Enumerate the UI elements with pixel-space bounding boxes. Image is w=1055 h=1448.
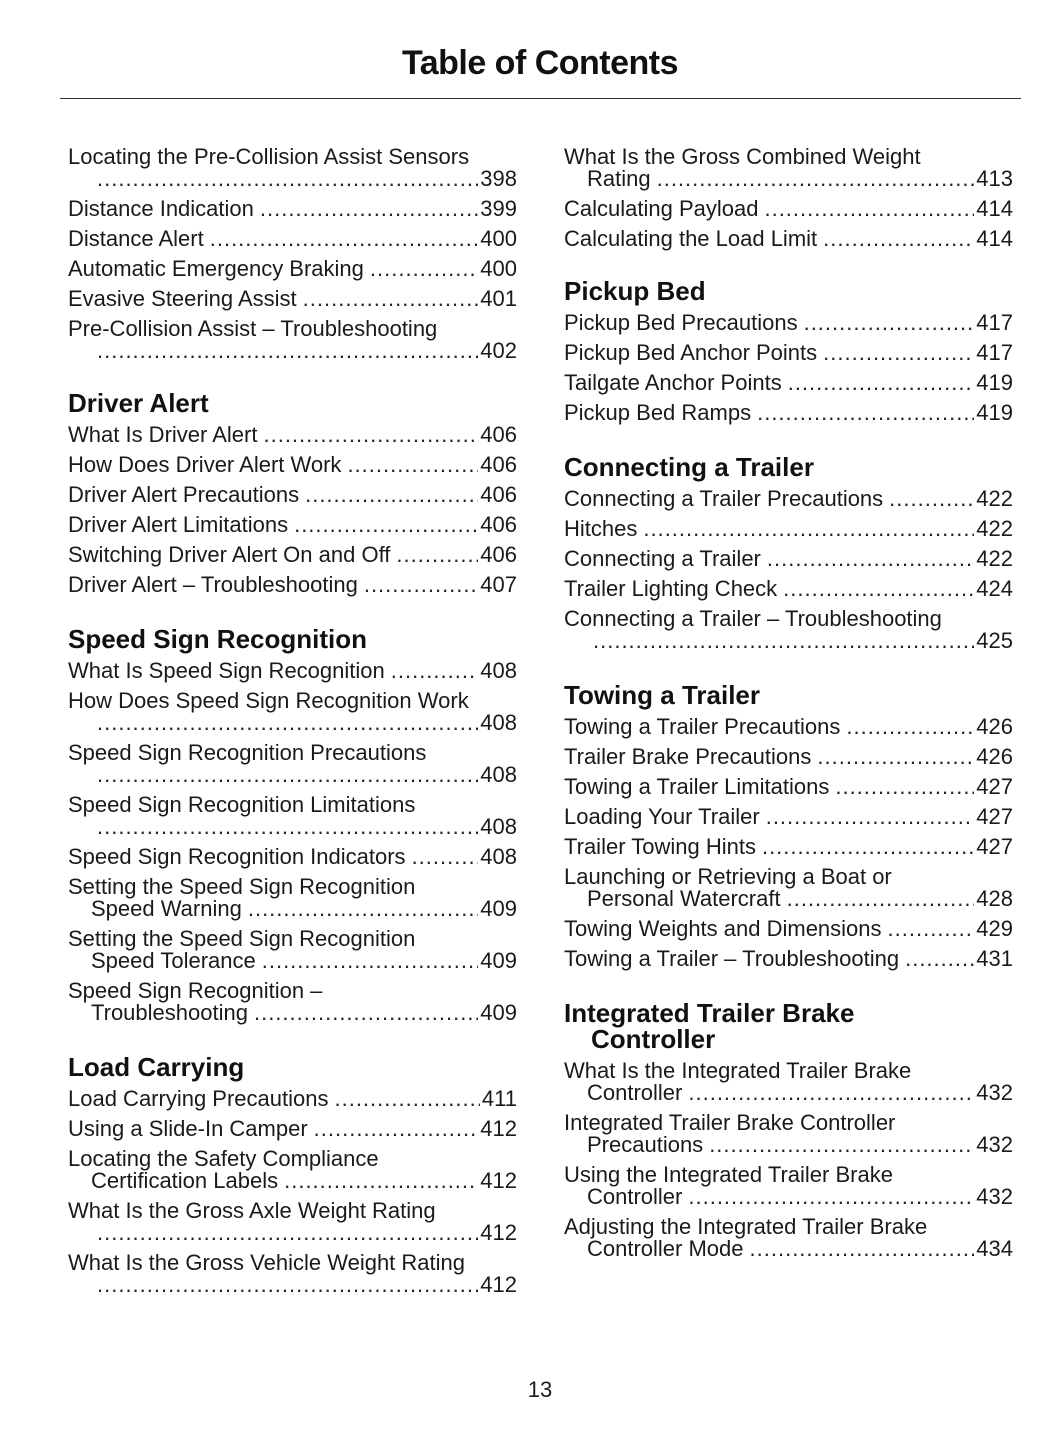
toc-entry-title: Using the Integrated Trailer Brake <box>564 1162 893 1187</box>
toc-entry-title: Loading Your Trailer <box>564 804 760 829</box>
leader-dots <box>643 518 974 540</box>
toc-entry-page: 434 <box>976 1236 1013 1261</box>
toc-entry-title-continued: Precautions <box>587 1132 704 1157</box>
toc-entry-title: Adjusting the Integrated Trailer Brake <box>564 1214 928 1239</box>
toc-entry[interactable] <box>564 198 1013 220</box>
toc-entry-page: 408 <box>480 658 517 683</box>
toc-entry-title: Pre-Collision Assist – Troubleshooting <box>68 316 438 341</box>
toc-entry-page: 408 <box>480 762 517 787</box>
section-heading-line-continued: Controller <box>591 1024 716 1054</box>
toc-entry-page: 432 <box>976 1132 1013 1157</box>
leader-dots <box>767 548 974 570</box>
section-heading-line: Integrated Trailer Brake <box>564 998 855 1028</box>
toc-entry-title: Connecting a Trailer Precautions <box>564 486 884 511</box>
toc-entry-title: Load Carrying Precautions <box>68 1086 329 1111</box>
toc-entry[interactable] <box>564 312 1013 334</box>
toc-entry-title: Setting the Speed Sign Recognition <box>68 874 416 899</box>
toc-entry[interactable] <box>564 146 1013 190</box>
toc-entry-title: Distance Indication <box>68 196 254 221</box>
toc-entry[interactable] <box>68 1200 517 1244</box>
toc-entry-page: 413 <box>976 166 1013 191</box>
toc-entry-title: What Is the Gross Axle Weight Rating <box>68 1198 436 1223</box>
toc-section-load-carrying <box>68 1054 517 1296</box>
leader-dots <box>783 578 974 600</box>
section-heading: Pickup Bed <box>564 276 706 306</box>
toc-entry[interactable] <box>68 660 517 682</box>
toc-entry-title: Towing a Trailer Precautions <box>564 714 841 739</box>
leader-dots <box>97 712 478 734</box>
toc-entry[interactable] <box>68 1252 517 1296</box>
toc-entry-page: 426 <box>976 744 1013 769</box>
toc-section-pre-collision <box>68 146 517 362</box>
leader-dots <box>262 950 479 972</box>
toc-entry[interactable] <box>564 342 1013 364</box>
toc-entry-title: Pickup Bed Ramps <box>564 400 752 425</box>
toc-entry[interactable] <box>564 372 1013 394</box>
toc-entry-title: Setting the Speed Sign Recognition <box>68 926 416 951</box>
toc-entry-page: 419 <box>976 370 1013 395</box>
leader-dots <box>347 454 478 476</box>
leader-dots <box>334 1088 479 1110</box>
toc-entry-page: 411 <box>481 1086 517 1111</box>
toc-entry-page: 406 <box>480 422 517 447</box>
toc-entry-title-continued: Controller Mode <box>587 1236 744 1261</box>
toc-entry[interactable] <box>68 258 517 280</box>
leader-dots <box>835 776 974 798</box>
toc-entry-page: 400 <box>480 256 517 281</box>
leader-dots <box>97 340 478 362</box>
toc-entry-title-continued: Controller <box>587 1080 683 1105</box>
leader-dots <box>817 746 974 768</box>
leader-dots <box>97 816 478 838</box>
leader-dots <box>305 484 478 506</box>
toc-entry-title: Speed Sign Recognition Limitations <box>68 792 416 817</box>
leader-dots <box>370 258 478 280</box>
leader-dots <box>750 1238 975 1260</box>
toc-entry-title: Integrated Trailer Brake Controller <box>564 1110 896 1135</box>
toc-section-driver-alert <box>68 390 517 596</box>
toc-entry[interactable] <box>564 402 1013 424</box>
section-heading: Connecting a Trailer <box>564 452 814 482</box>
toc-entry[interactable] <box>68 690 517 734</box>
toc-entry-page: 406 <box>480 482 517 507</box>
toc-entry[interactable] <box>564 518 1013 540</box>
toc-entry-title-continued: Rating <box>587 166 651 191</box>
toc-entry[interactable] <box>564 228 1013 250</box>
leader-dots <box>364 574 478 596</box>
section-heading: Driver Alert <box>68 388 209 418</box>
toc-entry-title: Connecting a Trailer <box>564 546 761 571</box>
toc-entry[interactable] <box>564 836 1013 858</box>
toc-entry[interactable] <box>68 288 517 310</box>
toc-entry-page: 399 <box>480 196 517 221</box>
toc-entry-page: 412 <box>480 1116 517 1141</box>
toc-entry[interactable] <box>564 488 1013 510</box>
toc-entry-title: Using a Slide-In Camper <box>68 1116 308 1141</box>
toc-entry-title: Switching Driver Alert On and Off <box>68 542 391 567</box>
toc-entry-page: 427 <box>976 804 1013 829</box>
leader-dots <box>688 1082 974 1104</box>
toc-entry[interactable] <box>68 928 517 972</box>
toc-entry-title: Pickup Bed Anchor Points <box>564 340 818 365</box>
leader-dots <box>823 342 974 364</box>
toc-entry[interactable] <box>68 574 517 596</box>
leader-dots <box>657 168 975 190</box>
toc-section-integrated-trailer-brake-controller <box>564 1000 1013 1260</box>
toc-entry-page: 422 <box>976 516 1013 541</box>
toc-entry-page: 427 <box>976 774 1013 799</box>
page-title: Table of Contents <box>401 44 679 82</box>
toc-entry-page: 422 <box>976 546 1013 571</box>
toc-entry-title: Trailer Brake Precautions <box>564 744 812 769</box>
toc-entry-title: Speed Sign Recognition Indicators <box>68 844 406 869</box>
toc-entry[interactable] <box>68 876 517 920</box>
toc-entry-title-continued: Certification Labels <box>91 1168 279 1193</box>
toc-entry-title: Driver Alert – Troubleshooting <box>68 572 358 597</box>
toc-entry[interactable] <box>68 146 517 190</box>
leader-dots <box>788 372 975 394</box>
toc-entry[interactable] <box>564 1060 1013 1104</box>
toc-entry-title: Locating the Safety Compliance <box>68 1146 379 1171</box>
leader-dots <box>97 168 478 190</box>
section-heading: Load Carrying <box>68 1052 245 1082</box>
section-heading: Towing a Trailer <box>564 680 761 710</box>
toc-entry-title: Automatic Emergency Braking <box>68 256 364 281</box>
leader-dots <box>888 918 975 940</box>
toc-entry-title: Driver Alert Limitations <box>68 512 289 537</box>
toc-entry-title: Towing a Trailer – Troubleshooting <box>564 946 900 971</box>
toc-entry-title: How Does Speed Sign Recognition Work <box>68 688 469 713</box>
section-heading <box>564 1000 1013 1052</box>
leader-dots <box>593 630 974 652</box>
toc-entry-title: Towing Weights and Dimensions <box>564 916 882 941</box>
toc-entry[interactable] <box>68 544 517 566</box>
toc-entry[interactable] <box>68 318 517 362</box>
toc-entry[interactable] <box>68 1088 517 1110</box>
toc-entry-page: 398 <box>480 166 517 191</box>
page-number: 13 <box>527 1377 553 1402</box>
toc-entry-title: Calculating the Load Limit <box>564 226 818 251</box>
toc-entry[interactable] <box>68 742 517 786</box>
toc-entry-title-continued: Speed Tolerance <box>91 948 256 973</box>
toc-entry[interactable] <box>68 454 517 476</box>
toc-entry[interactable] <box>564 1216 1013 1260</box>
toc-entry-page: 426 <box>976 714 1013 739</box>
toc-entry-title-continued: Controller <box>587 1184 683 1209</box>
toc-entry-page: 406 <box>480 542 517 567</box>
toc-entry[interactable] <box>564 548 1013 570</box>
toc-entry-title: Connecting a Trailer – Troubleshooting <box>564 606 942 631</box>
leader-dots <box>210 228 479 250</box>
section-heading: Speed Sign Recognition <box>68 624 368 654</box>
leader-dots <box>762 836 974 858</box>
leader-dots <box>905 948 974 970</box>
toc-entry-page: 428 <box>976 886 1013 911</box>
toc-entry[interactable] <box>68 424 517 446</box>
leader-dots <box>889 488 974 510</box>
toc-entry-title: What Is the Integrated Trailer Brake <box>564 1058 912 1083</box>
toc-entry-title: Launching or Retrieving a Boat or <box>564 864 892 889</box>
leader-dots <box>294 514 478 536</box>
toc-entry[interactable] <box>564 806 1013 828</box>
toc-entry-page: 408 <box>480 814 517 839</box>
toc-entry-title: Trailer Towing Hints <box>564 834 756 859</box>
toc-entry-page: 409 <box>480 896 517 921</box>
toc-entry[interactable] <box>68 980 517 1024</box>
toc-entry-page: 427 <box>976 834 1013 859</box>
title-divider <box>60 98 1021 99</box>
toc-entry-title: Locating the Pre-Collision Assist Sensors <box>68 144 470 169</box>
toc-entry-page: 429 <box>976 916 1013 941</box>
toc-entry-page: 409 <box>480 1000 517 1025</box>
leader-dots <box>303 288 479 310</box>
toc-section-pickup-bed <box>564 278 1013 424</box>
leader-dots <box>314 1118 479 1140</box>
toc-entry-title: Pickup Bed Precautions <box>564 310 798 335</box>
toc-entry-page: 425 <box>976 628 1013 653</box>
leader-dots <box>709 1134 974 1156</box>
toc-entry-page: 406 <box>480 512 517 537</box>
toc-entry-page: 402 <box>480 338 517 363</box>
toc-entry-page: 417 <box>976 340 1013 365</box>
toc-entry-page: 424 <box>976 576 1013 601</box>
toc-entry-page: 412 <box>480 1220 517 1245</box>
leader-dots <box>823 228 974 250</box>
toc-entry-page: 409 <box>480 948 517 973</box>
leader-dots <box>766 806 975 828</box>
toc-left-column <box>68 146 517 1326</box>
toc-section-speed-sign-recognition <box>68 626 517 1024</box>
toc-entry[interactable] <box>68 514 517 536</box>
toc-entry[interactable] <box>68 1118 517 1140</box>
toc-entry[interactable] <box>68 1148 517 1192</box>
toc-entry[interactable] <box>564 578 1013 600</box>
toc-entry[interactable] <box>564 716 1013 738</box>
toc-section-weight-ratings <box>564 146 1013 250</box>
toc-entry-page: 432 <box>976 1080 1013 1105</box>
toc-entry-title: Speed Sign Recognition Precautions <box>68 740 427 765</box>
toc-entry-page: 400 <box>480 226 517 251</box>
leader-dots <box>391 660 479 682</box>
toc-section-connecting-a-trailer <box>564 454 1013 652</box>
toc-entry-page: 407 <box>480 572 517 597</box>
toc-entry-title: Driver Alert Precautions <box>68 482 300 507</box>
toc-entry-page: 417 <box>976 310 1013 335</box>
toc-entry-page: 422 <box>976 486 1013 511</box>
leader-dots <box>688 1186 974 1208</box>
leader-dots <box>764 198 974 220</box>
toc-entry[interactable] <box>68 794 517 838</box>
leader-dots <box>396 544 478 566</box>
toc-entry-page: 414 <box>976 196 1013 221</box>
toc-entry-title: What Is Speed Sign Recognition <box>68 658 385 683</box>
leader-dots <box>248 898 478 920</box>
toc-entry-page: 412 <box>480 1272 517 1297</box>
toc-entry[interactable] <box>68 484 517 506</box>
toc-entry-page: 414 <box>976 226 1013 251</box>
leader-dots <box>787 888 975 910</box>
leader-dots <box>846 716 974 738</box>
toc-entry-title: Speed Sign Recognition – <box>68 978 323 1003</box>
toc-entry-title-continued: Speed Warning <box>91 896 242 921</box>
toc-entry-page: 419 <box>976 400 1013 425</box>
toc-entry-title-continued: Personal Watercraft <box>587 886 781 911</box>
toc-entry[interactable] <box>564 776 1013 798</box>
toc-entry-title-continued: Troubleshooting <box>91 1000 248 1025</box>
toc-entry-title: Tailgate Anchor Points <box>564 370 782 395</box>
toc-entry[interactable] <box>68 228 517 250</box>
toc-entry[interactable] <box>68 846 517 868</box>
toc-entry[interactable] <box>564 866 1013 910</box>
toc-entry-title: What Is the Gross Combined Weight <box>564 144 921 169</box>
toc-entry[interactable] <box>68 198 517 220</box>
leader-dots <box>284 1170 478 1192</box>
toc-entry[interactable] <box>564 918 1013 940</box>
leader-dots <box>97 1222 478 1244</box>
toc-entry-title: What Is Driver Alert <box>68 422 258 447</box>
leader-dots <box>97 1274 478 1296</box>
toc-entry[interactable] <box>564 1112 1013 1156</box>
leader-dots <box>804 312 975 334</box>
leader-dots <box>97 764 478 786</box>
toc-entry-page: 408 <box>480 844 517 869</box>
toc-entry-title: Towing a Trailer Limitations <box>564 774 830 799</box>
toc-entry-page: 431 <box>976 946 1013 971</box>
toc-entry-page: 406 <box>480 452 517 477</box>
toc-entry[interactable] <box>564 746 1013 768</box>
toc-entry-title: Evasive Steering Assist <box>68 286 297 311</box>
toc-entry[interactable] <box>564 1164 1013 1208</box>
toc-entry-page: 401 <box>480 286 517 311</box>
leader-dots <box>412 846 479 868</box>
toc-entry-title: Hitches <box>564 516 638 541</box>
toc-entry-title: Calculating Payload <box>564 196 759 221</box>
toc-entry-title: Trailer Lighting Check <box>564 576 778 601</box>
toc-section-towing-a-trailer <box>564 682 1013 970</box>
leader-dots <box>254 1002 478 1024</box>
toc-entry-page: 432 <box>976 1184 1013 1209</box>
toc-entry[interactable] <box>564 608 1013 652</box>
leader-dots <box>260 198 478 220</box>
toc-entry-title: How Does Driver Alert Work <box>68 452 342 477</box>
toc-right-column <box>564 146 1013 1290</box>
toc-entry-page: 408 <box>480 710 517 735</box>
toc-entry-title: Distance Alert <box>68 226 204 251</box>
toc-entry-page: 412 <box>480 1168 517 1193</box>
leader-dots <box>757 402 974 424</box>
leader-dots <box>263 424 478 446</box>
toc-entry[interactable] <box>564 948 1013 970</box>
toc-entry-title: What Is the Gross Vehicle Weight Rating <box>68 1250 465 1275</box>
